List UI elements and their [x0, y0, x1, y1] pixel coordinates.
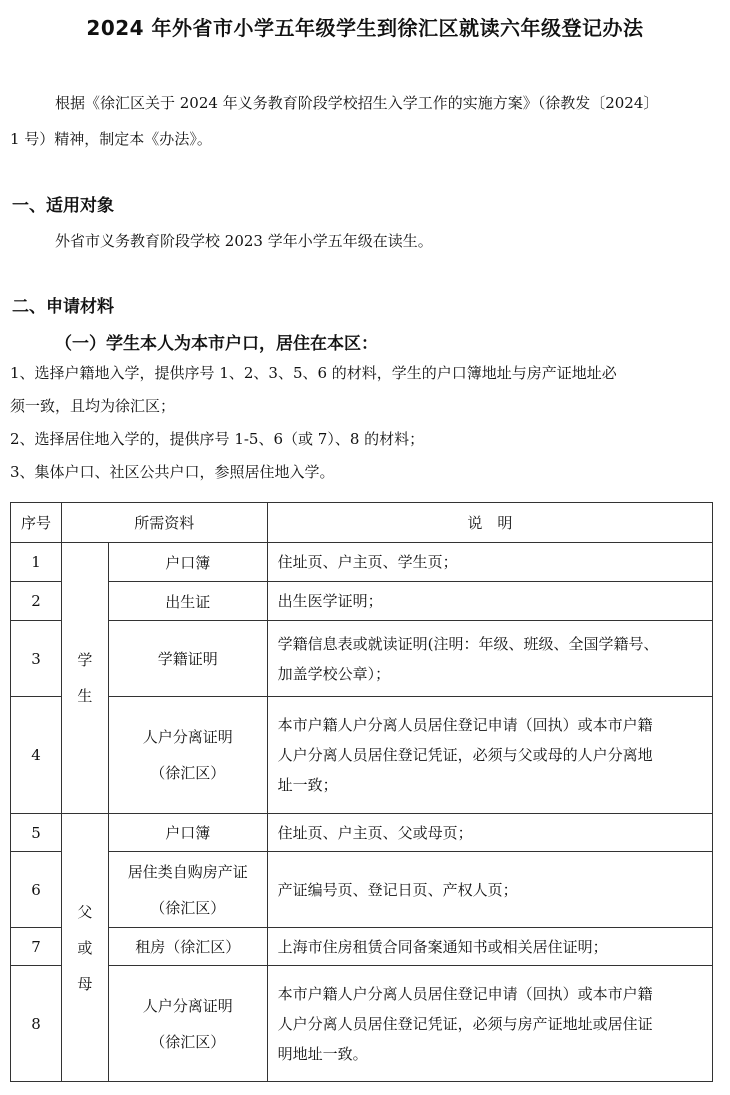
material-line: （徐汇区）: [150, 898, 226, 917]
note-line: 人户分离人员居住登记凭证，必须与房产证地址或居住证: [277, 1014, 653, 1033]
section-2-heading: 二、申请材料: [12, 297, 114, 317]
row-number: 8: [11, 966, 62, 1082]
group-student: [61, 543, 108, 814]
header-materials: 所需资料: [61, 503, 267, 543]
table-row: [11, 928, 713, 966]
rule-item: 2、选择居住地入学的，提供序号 1-5、6（或 7）、8 的材料；: [10, 430, 425, 448]
table-header-row: [11, 503, 713, 543]
note-cell: 产证编号页、登记日页、产权人页；: [267, 852, 712, 928]
rule-item: 1、选择户籍地入学，提供序号 1、2、3、5、6 的材料，学生的户口簿地址与房产证地址必: [10, 364, 617, 382]
material-cell: [108, 852, 267, 928]
material-cell: [108, 966, 267, 1082]
table-row: [11, 966, 713, 1082]
table-row: [11, 582, 713, 621]
material-cell: 出生证: [108, 582, 267, 621]
note-cell: 上海市住房租赁合同备案通知书或相关居住证明；: [267, 928, 712, 966]
rule-item: 3、集体户口、社区公共户口，参照居住地入学。: [10, 463, 335, 481]
group-char: 学: [77, 651, 93, 669]
group-char: 生: [77, 687, 93, 705]
material-line: 人户分离证明: [142, 728, 233, 746]
table-row: [11, 852, 713, 928]
material-cell: 租房（徐汇区）: [108, 928, 267, 966]
section-1-heading: 一、适用对象: [12, 196, 114, 216]
section-1-body: 外省市义务教育阶段学校 2023 学年小学五年级在读生。: [55, 232, 433, 250]
subsection-1-heading: （一）学生本人为本市户口，居住在本区：: [55, 334, 378, 354]
intro-line-2: 1 号）精神，制定本《办法》。: [10, 130, 212, 148]
group-char: 父: [77, 902, 93, 921]
material-line: 人户分离证明: [142, 996, 233, 1015]
note-line: 址一致；: [277, 776, 338, 794]
note-line: 学籍信息表或就读证明(注明：年级、班级、全国学籍号、: [277, 634, 659, 653]
note-line: 本市户籍人户分离人员居住登记申请（回执）或本市户籍: [277, 984, 653, 1003]
intro-line-1: 根据《徐汇区关于 2024 年义务教育阶段学校招生入学工作的实施方案》（徐教发〔2024〕: [55, 94, 659, 112]
material-line: （徐汇区）: [150, 1032, 226, 1051]
note-line: 加盖学校公章）；: [277, 664, 391, 683]
rule-item: 须一致，且均为徐汇区；: [10, 397, 176, 415]
table-row: [11, 543, 713, 582]
table-row: [11, 697, 713, 814]
row-number: 7: [11, 928, 62, 966]
note-line: 人户分离人员居住登记凭证，必须与父或母的人户分离地: [277, 746, 653, 764]
note-line: 明地址一致。: [277, 1044, 368, 1063]
group-char: 或: [77, 938, 93, 957]
materials-table: [10, 502, 713, 1082]
header-number: 序号: [11, 503, 62, 543]
note-line: 本市户籍人户分离人员居住登记申请（回执）或本市户籍: [277, 716, 653, 734]
note-cell: [267, 621, 712, 697]
header-note: 说 明: [267, 503, 712, 543]
material-line: （徐汇区）: [150, 764, 226, 782]
document-title: 2024 年外省市小学五年级学生到徐汇区就读六年级登记办法: [86, 16, 644, 40]
material-cell: 学籍证明: [108, 621, 267, 697]
note-cell: [267, 966, 712, 1082]
note-cell: 出生医学证明；: [267, 582, 712, 621]
row-number: 4: [11, 697, 62, 814]
note-cell: 住址页、户主页、父或母页；: [267, 814, 712, 852]
note-cell: 住址页、户主页、学生页；: [267, 543, 712, 582]
row-number: 6: [11, 852, 62, 928]
table-row: [11, 621, 713, 697]
material-cell: [108, 697, 267, 814]
table-row: [11, 814, 713, 852]
material-cell: 户口簿: [108, 543, 267, 582]
row-number: 2: [11, 582, 62, 621]
row-number: 1: [11, 543, 62, 582]
note-cell: [267, 697, 712, 814]
material-line: 居住类自购房产证: [127, 862, 248, 881]
row-number: 3: [11, 621, 62, 697]
row-number: 5: [11, 814, 62, 852]
material-cell: 户口簿: [108, 814, 267, 852]
group-parent: [61, 814, 108, 1082]
group-char: 母: [77, 974, 93, 993]
